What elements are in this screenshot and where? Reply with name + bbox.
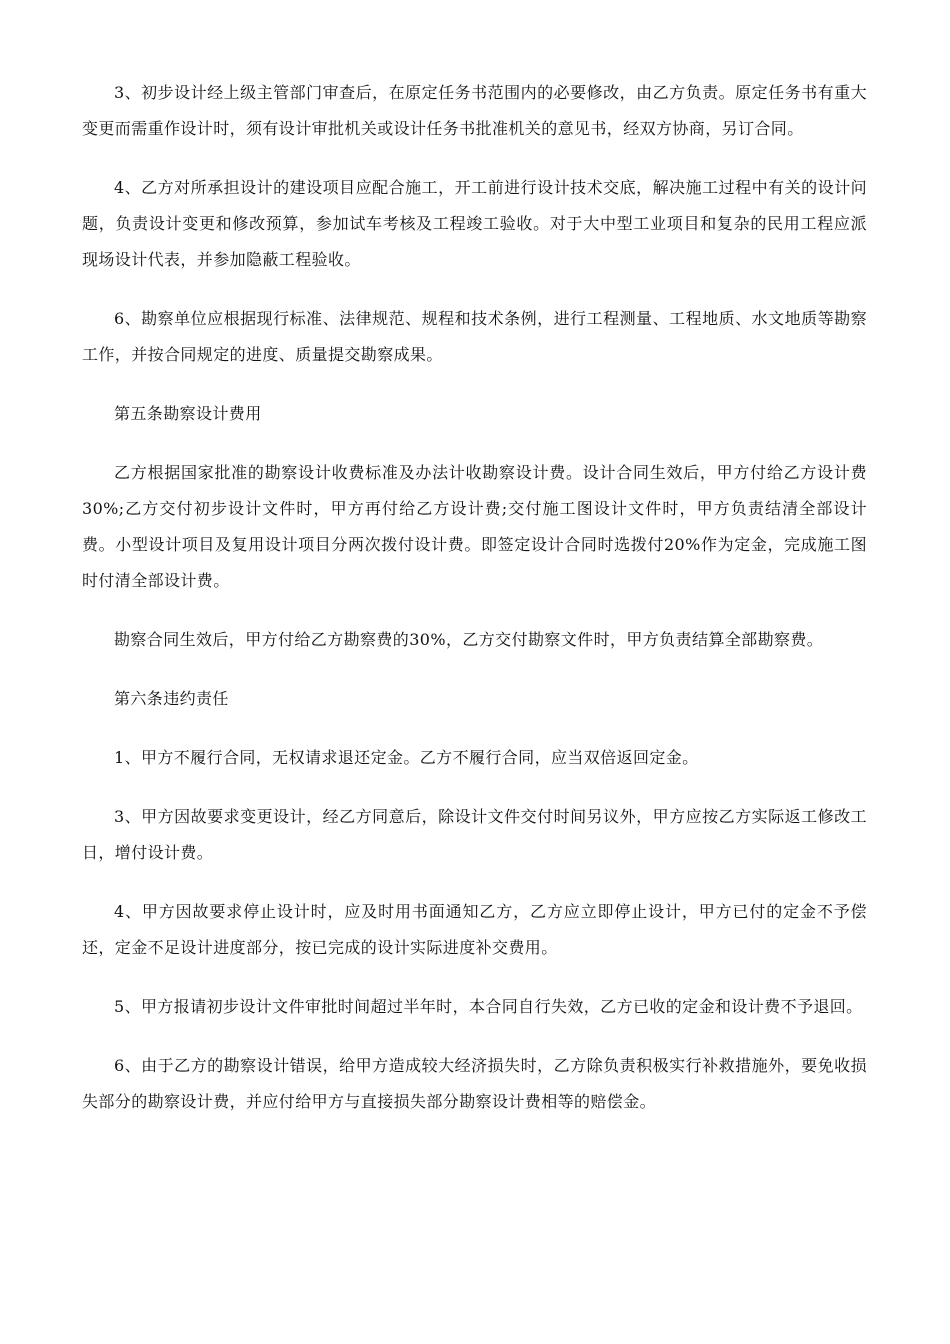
paragraph-liability-6: 6、由于乙方的勘察设计错误，给甲方造成较大经济损失时，乙方除负责积极实行补救措施外，要免收损失部分的勘察设计费，并应付给甲方与直接损失部分勘察设计费相等的赔偿金。 (82, 1056, 867, 1111)
section-heading-article-6: 第六条违约责任 (114, 689, 229, 708)
paragraph-liability-3: 3、甲方因故要求变更设计，经乙方同意后，除设计文件交付时间另议外，甲方应按乙方实际返工修改工日，增付设计费。 (82, 807, 867, 862)
paragraph-design-fee: 乙方根据国家批准的勘察设计收费标准及办法计收勘察设计费。设计合同生效后，甲方付给乙方设计费30%;乙方交付初步设计文件时，甲方再付给乙方设计费;交付施工图设计文件时，甲方负责结清全部设计费。小型设计项目及复用设计项目分两次拨付设计费。即签定设计合同时选拨付20%作为定金，完成施工图时付清全部设计费。 (82, 463, 867, 590)
paragraph-liability-4: 4、甲方因故要求停止设计时，应及时用书面通知乙方，乙方应立即停止设计，甲方已付的定金不予偿还，定金不足设计进度部分，按已完成的设计实际进度补交费用。 (82, 902, 867, 957)
paragraph-clause-4-construction-support: 4、乙方对所承担设计的建设项目应配合施工，开工前进行设计技术交底，解决施工过程中有关的设计问题，负责设计变更和修改预算，参加试车考核及工程竣工验收。对于大中型工业项目和复杂的民用工程应派现场设计代表，并参加隐蔽工程验收。 (82, 178, 867, 269)
paragraph-clause-3-design-revision: 3、初步设计经上级主管部门审查后，在原定任务书范围内的必要修改，由乙方负责。原定任务书有重大变更而需重作设计时，须有设计审批机关或设计任务书批准机关的意见书，经双方协商，另订合同。 (82, 83, 867, 138)
paragraph-clause-6-survey-work: 6、勘察单位应根据现行标准、法律规范、规程和技术条例，进行工程测量、工程地质、水文地质等勘察工作，并按合同规定的进度、质量提交勘察成果。 (82, 309, 867, 364)
paragraph-liability-1: 1、甲方不履行合同，无权请求退还定金。乙方不履行合同，应当双倍返回定金。 (114, 748, 699, 767)
paragraph-liability-5: 5、甲方报请初步设计文件审批时间超过半年时，本合同自行失效，乙方已收的定金和设计费不予退回。 (114, 997, 863, 1016)
section-heading-article-5: 第五条勘察设计费用 (114, 404, 262, 423)
paragraph-survey-fee: 勘察合同生效后，甲方付给乙方勘察费的30%，乙方交付勘察文件时，甲方负责结算全部勘察费。 (114, 630, 824, 649)
document-page (82, 75, 867, 1143)
